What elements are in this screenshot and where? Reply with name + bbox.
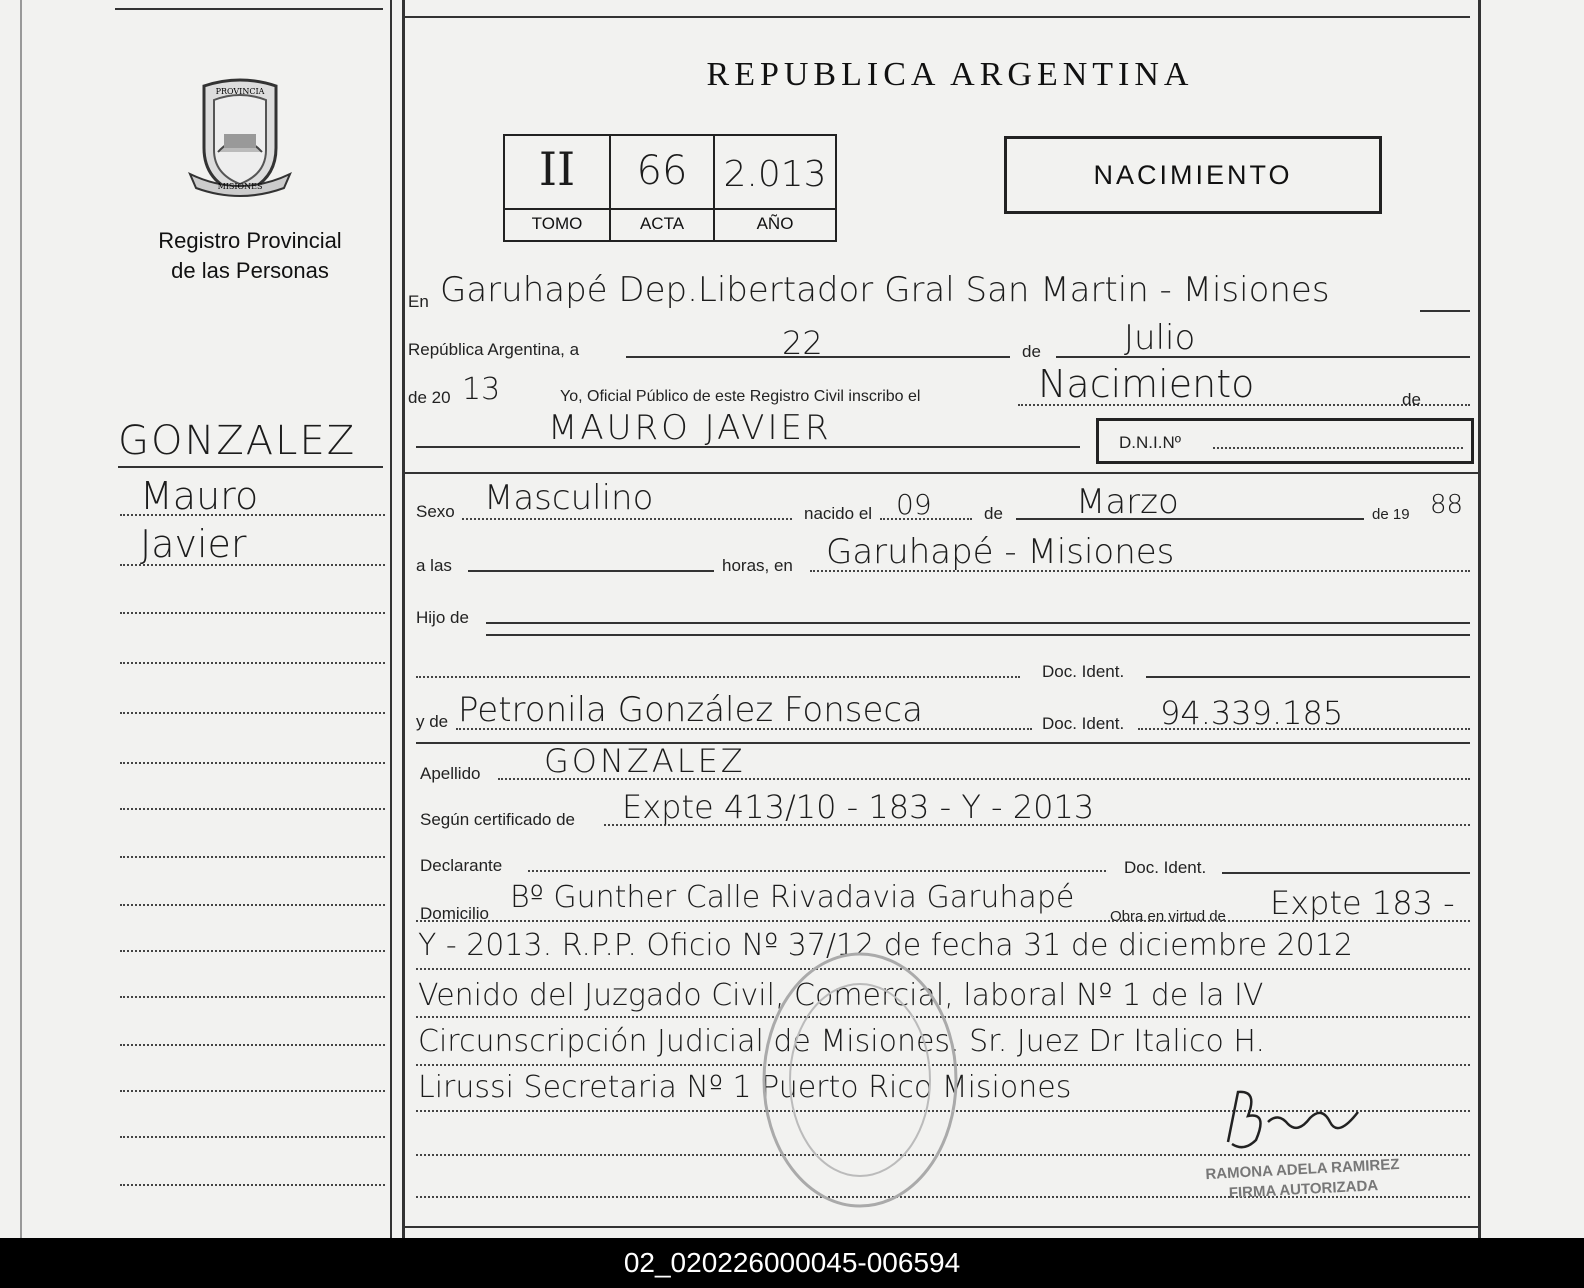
birth-day-value: 09 [896,488,932,521]
label-declarante: Declarante [420,856,503,875]
sidebar-given-2: Javier [140,522,247,566]
sidebar-line [120,904,385,906]
declarante-rule [528,870,1106,872]
registry-line-2: de las Personas [171,258,329,283]
label-de19: de 19 [1372,506,1410,523]
obra-line-4: Lirussi Secretaria Nº 1 Puerto Rico Misiones [418,1070,1072,1105]
label-docident-3: Doc. Ident. [1124,858,1207,877]
anio-label: AÑO [756,214,794,233]
sidebar-line [120,950,385,952]
label-docident-1: Doc. Ident. [1042,662,1125,681]
sidebar-line [120,1044,385,1046]
registry-line-1: Registro Provincial [158,228,342,253]
column-rule-1 [390,0,392,1238]
misiones-emblem-icon [184,78,296,200]
column-rule-2 [402,0,405,1238]
surname-value: GONZALEZ [544,742,746,780]
father-cont-rule [416,676,1020,678]
label-hijo: Hijo de [416,608,469,627]
document-id-footer: 02_020226000045-006594 [0,1238,1584,1288]
label-horas: horas, en [722,556,793,575]
obra-line-2: Venido del Juzgado Civil, Comercial, laboral Nº 1 de la IV [418,978,1264,1013]
label-obra: Obra en virtud de [1110,908,1226,925]
declarante-doc-rule [1222,872,1470,874]
day-value: 22 [782,324,823,362]
top-rule-right [405,16,1470,18]
record-box [503,134,837,244]
sidebar-given-1: Mauro [140,474,259,518]
birth-month-rule [1016,518,1364,520]
mother-value: Petronila González Fonseca [458,690,923,730]
dni-rule [1213,447,1463,449]
place-value: Garuhapé Dep.Libertador Gral San Martin - Misiones [440,270,1330,310]
label-sexo: Sexo [416,502,455,521]
acta-value: 66 [636,148,688,194]
label-nacido: nacido el [804,504,873,523]
obra-line-1: Y - 2013. R.P.P. Oficio Nº 37/12 de fecha 31 de diciembre 2012 [418,928,1353,963]
binding-edge [20,0,22,1238]
sidebar-line [120,514,385,516]
label-de-1: de [1022,342,1041,361]
label-de-3: de [984,504,1003,523]
sidebar-line [120,662,385,664]
sidebar-line [120,762,385,764]
label-segun: Según certificado de [420,810,575,829]
label-yo: Yo, Oficial Público de este Registro Civil inscribo el [560,388,921,405]
name-value: MAURO JAVIER [548,408,832,448]
sidebar-line [120,1184,385,1186]
label-en: En [408,292,429,311]
birth-place-value: Garuhapé - Misiones [826,532,1175,572]
country-heading: REPUBLICA ARGENTINA [706,56,1194,93]
label-yde: y de [416,712,449,731]
sidebar-surname-rule [118,466,383,468]
section-rule [405,472,1478,474]
father-rule-2 [486,634,1470,636]
sidebar-line [120,612,385,614]
mother-doc-value: 94.339.185 [1160,694,1344,732]
year-suffix-value: 13 [462,372,501,407]
label-de20: de 20 [408,388,451,407]
domicilio-rule [416,920,1470,922]
sidebar-line [120,1136,385,1138]
emblem-top-text: PROVINCIA [215,87,265,96]
label-domicilio: Domicilio [420,904,489,923]
registry-name [120,226,380,286]
stamp-name: RAMONA ADELA RAMIREZ [1205,1155,1400,1184]
father-doc-rule [1146,676,1470,678]
signature-stamp [1157,1152,1449,1207]
birth-month-value: Marzo [1076,482,1179,522]
domicilio-value: Bº Gunther Calle Rivadavia Garuhapé [510,880,1075,915]
official-seal-icon [760,950,960,1210]
label-apellido: Apellido [420,764,481,783]
stamp-title: FIRMA AUTORIZADA [1228,1177,1379,1202]
dni-box [1096,418,1474,464]
signature-icon [1218,1082,1368,1162]
obra-line-3: Circunscripción Judicial de Misiones. Sr. Juez Dr Italico H. [418,1024,1266,1059]
right-border [1478,0,1481,1238]
hour-rule [468,570,714,572]
sidebar-surname: GONZALEZ [118,418,357,464]
tomo-value: II [538,142,576,196]
label-de-2: de [1402,390,1421,409]
sidebar-line [120,564,385,566]
sex-value: Masculino [484,478,654,518]
bottom-rule [405,1226,1478,1228]
acta-label: ACTA [639,214,685,233]
sidebar-line [120,808,385,810]
act-type-box: NACIMIENTO [1004,136,1382,214]
act-value: Nacimiento [1038,362,1255,406]
tomo-label: TOMO [531,214,583,233]
sidebar-line [120,856,385,858]
sidebar-line [120,712,385,714]
month-value: Julio [1124,318,1196,358]
month-rule [1056,356,1470,358]
dni-label: D.N.I.Nº [1119,433,1181,452]
place-rule [1420,310,1470,312]
anio-value: 2.013 [723,154,827,195]
obra-start-value: Expte 183 - [1270,884,1455,922]
top-rule-left [115,8,383,10]
certificate-value: Expte 413/10 - 183 - Y - 2013 [622,788,1095,826]
emblem-bottom-text: MISIONES [217,182,263,191]
sidebar-line [120,1090,385,1092]
sex-rule [462,518,792,520]
sidebar-line [120,996,385,998]
label-docident-2: Doc. Ident. [1042,714,1125,733]
label-republica: República Argentina, a [408,340,580,359]
label-alas: a las [416,556,452,575]
father-rule [486,622,1470,624]
birth-year-value: 88 [1430,490,1464,520]
